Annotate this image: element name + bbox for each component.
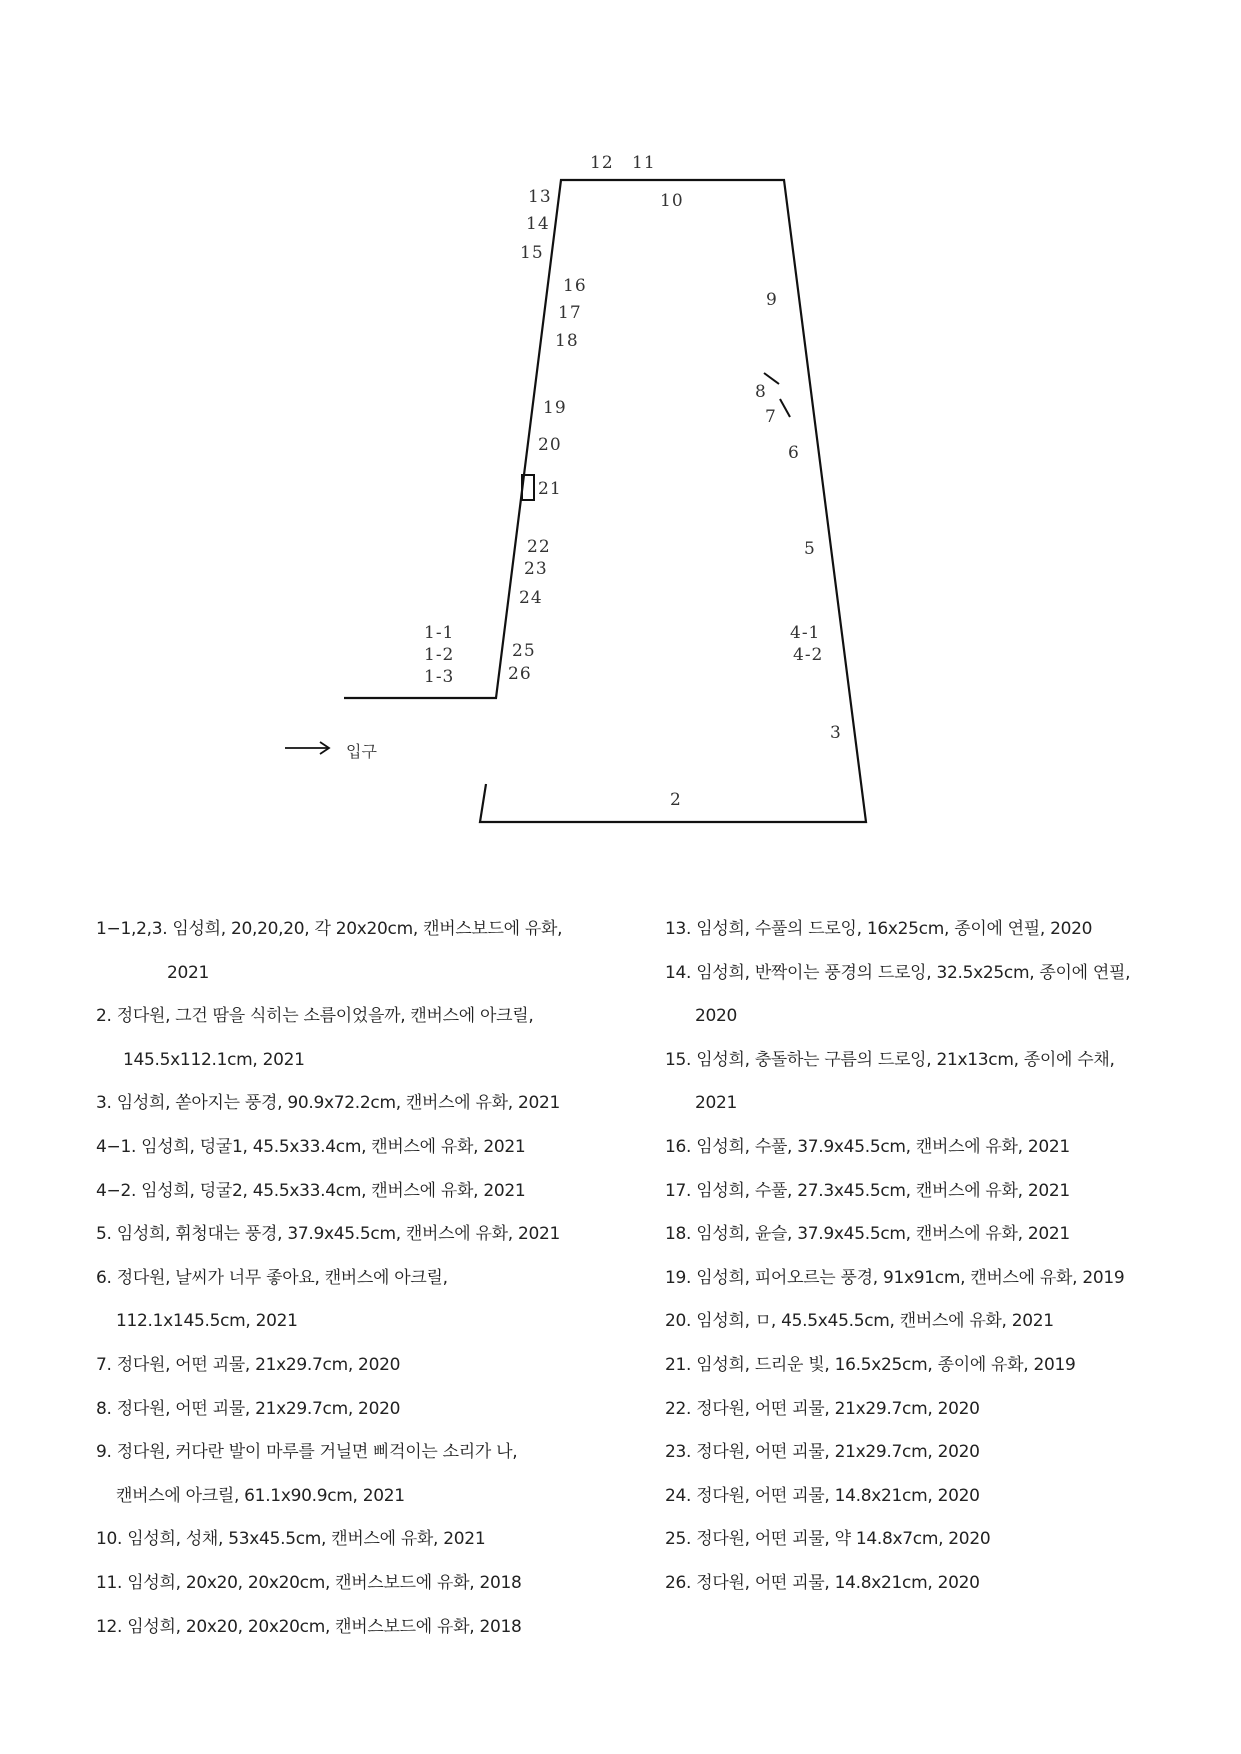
- legend-entry-6: [96, 1257, 656, 1344]
- legend-entry-26: 26. 정다원, 어떤 괴물, 14.8x21cm, 2020: [665, 1572, 980, 1593]
- legend-entry-21: 21. 임성희, 드리운 빛, 16.5x25cm, 종이에 유화, 2019: [665, 1354, 1076, 1375]
- legend-entry-19: 19. 임성희, 피어오르는 풍경, 91x91cm, 캔버스에 유화, 2019: [665, 1267, 1125, 1288]
- label-12: 12: [590, 153, 614, 173]
- legend-entry-4-1: 4−1. 임성희, 덩굴1, 45.5x33.4cm, 캔버스에 유화, 2021: [96, 1136, 526, 1157]
- label-26: 26: [508, 664, 532, 684]
- legend-entry-16: 16. 임성희, 수풀, 37.9x45.5cm, 캔버스에 유화, 2021: [665, 1136, 1070, 1157]
- label-1-2: 1-2: [424, 645, 455, 665]
- label-18: 18: [555, 331, 579, 351]
- legend-entry-11: 11. 임성희, 20x20, 20x20cm, 캔버스보드에 유화, 2018: [96, 1572, 522, 1593]
- label-13: 13: [528, 187, 552, 207]
- label-9: 9: [766, 290, 778, 310]
- legend-entry-3: 3. 임성희, 쏟아지는 풍경, 90.9x72.2cm, 캔버스에 유화, 2021: [96, 1093, 561, 1114]
- label-20: 20: [538, 435, 562, 455]
- legend-entry-5: 5. 임성희, 휘청대는 풍경, 37.9x45.5cm, 캔버스에 유화, 2021: [96, 1224, 561, 1245]
- label-4-2: 4-2: [793, 645, 824, 665]
- label-11: 11: [632, 153, 656, 173]
- legend-entry-18: 18. 임성희, 윤슬, 37.9x45.5cm, 캔버스에 유화, 2021: [665, 1224, 1070, 1245]
- legend-entry-22: 22. 정다원, 어떤 괴물, 21x29.7cm, 2020: [665, 1398, 980, 1419]
- gallery-wall: [344, 180, 866, 822]
- label-24: 24: [519, 588, 543, 608]
- legend-entry-9: [96, 1431, 656, 1518]
- legend-text: 9. 정다원, 커다란 발이 마루를 거닐면 삐걱이는 소리가 나,: [96, 1442, 518, 1463]
- label-5: 5: [804, 539, 816, 559]
- label-2: 2: [670, 790, 682, 810]
- label-16: 16: [563, 276, 587, 296]
- legend-text-continued: 캔버스에 아크릴, 61.1x90.9cm, 2021: [116, 1485, 405, 1506]
- label-14: 14: [526, 214, 550, 234]
- label-8: 8: [755, 382, 767, 402]
- artwork-legend-right: [665, 908, 1185, 1606]
- arrow-right-icon: [285, 742, 329, 754]
- legend-text: 1−1,2,3. 임성희, 20,20,20, 각 20x20cm, 캔버스보드에 유화,: [96, 919, 563, 939]
- artwork-legend-left: [96, 908, 656, 1649]
- label-1-1: 1-1: [424, 623, 455, 643]
- legend-text: 2. 정다원, 그건 땀을 식히는 소름이었을까, 캔버스에 아크릴,: [96, 1006, 534, 1027]
- label-22: 22: [527, 537, 551, 557]
- legend-entry-17: 17. 임성희, 수풀, 27.3x45.5cm, 캔버스에 유화, 2021: [665, 1180, 1070, 1201]
- label-21: 21: [538, 479, 562, 499]
- legend-text-continued: 112.1x145.5cm, 2021: [116, 1311, 298, 1332]
- label-7: 7: [765, 407, 777, 427]
- legend-entry-25: 25. 정다원, 어떤 괴물, 약 14.8x7cm, 2020: [665, 1529, 991, 1550]
- legend-entry-7: 7. 정다원, 어떤 괴물, 21x29.7cm, 2020: [96, 1354, 401, 1375]
- legend-entry-23: 23. 정다원, 어떤 괴물, 21x29.7cm, 2020: [665, 1442, 980, 1463]
- legend-text: 15. 임성희, 충돌하는 구름의 드로잉, 21x13cm, 종이에 수채,: [665, 1049, 1115, 1070]
- legend-entry-14: [665, 952, 1185, 1039]
- legend-entry-13: 13. 임성희, 수풀의 드로잉, 16x25cm, 종이에 연필, 2020: [665, 919, 1093, 939]
- legend-text-continued: 2021: [167, 962, 210, 983]
- label-3: 3: [830, 723, 842, 743]
- label-17: 17: [558, 303, 582, 323]
- legend-entry-10: 10. 임성희, 성채, 53x45.5cm, 캔버스에 유화, 2021: [96, 1529, 486, 1550]
- entrance-label: 입구: [346, 742, 377, 761]
- label-15: 15: [520, 243, 544, 263]
- legend-text-continued: 2021: [695, 1093, 738, 1114]
- legend-entry-24: 24. 정다원, 어떤 괴물, 14.8x21cm, 2020: [665, 1485, 980, 1506]
- panel-7: [780, 399, 790, 417]
- label-10: 10: [660, 191, 684, 211]
- legend-entry-15: [665, 1039, 1185, 1126]
- legend-entry-8: 8. 정다원, 어떤 괴물, 21x29.7cm, 2020: [96, 1398, 401, 1419]
- legend-text: 14. 임성희, 반짝이는 풍경의 드로잉, 32.5x25cm, 종이에 연필,: [665, 962, 1131, 983]
- legend-entry-2: [96, 995, 656, 1082]
- legend-text-continued: 2020: [695, 1006, 738, 1027]
- legend-text: 6. 정다원, 날씨가 너무 좋아요, 캔버스에 아크릴,: [96, 1267, 448, 1288]
- legend-entry-4-2: 4−2. 임성희, 덩굴2, 45.5x33.4cm, 캔버스에 유화, 2021: [96, 1180, 526, 1201]
- legend-entry-12: 12. 임성희, 20x20, 20x20cm, 캔버스보드에 유화, 2018: [96, 1616, 522, 1637]
- label-6: 6: [788, 443, 800, 463]
- legend-entry-1: [96, 908, 656, 995]
- label-19: 19: [543, 398, 567, 418]
- label-23: 23: [524, 559, 548, 579]
- label-1-3: 1-3: [424, 667, 455, 687]
- label-25: 25: [512, 641, 536, 661]
- legend-text-continued: 145.5x112.1cm, 2021: [123, 1049, 305, 1070]
- label-4-1: 4-1: [790, 623, 821, 643]
- legend-entry-20: 20. 임성희, ㅁ, 45.5x45.5cm, 캔버스에 유화, 2021: [665, 1311, 1054, 1332]
